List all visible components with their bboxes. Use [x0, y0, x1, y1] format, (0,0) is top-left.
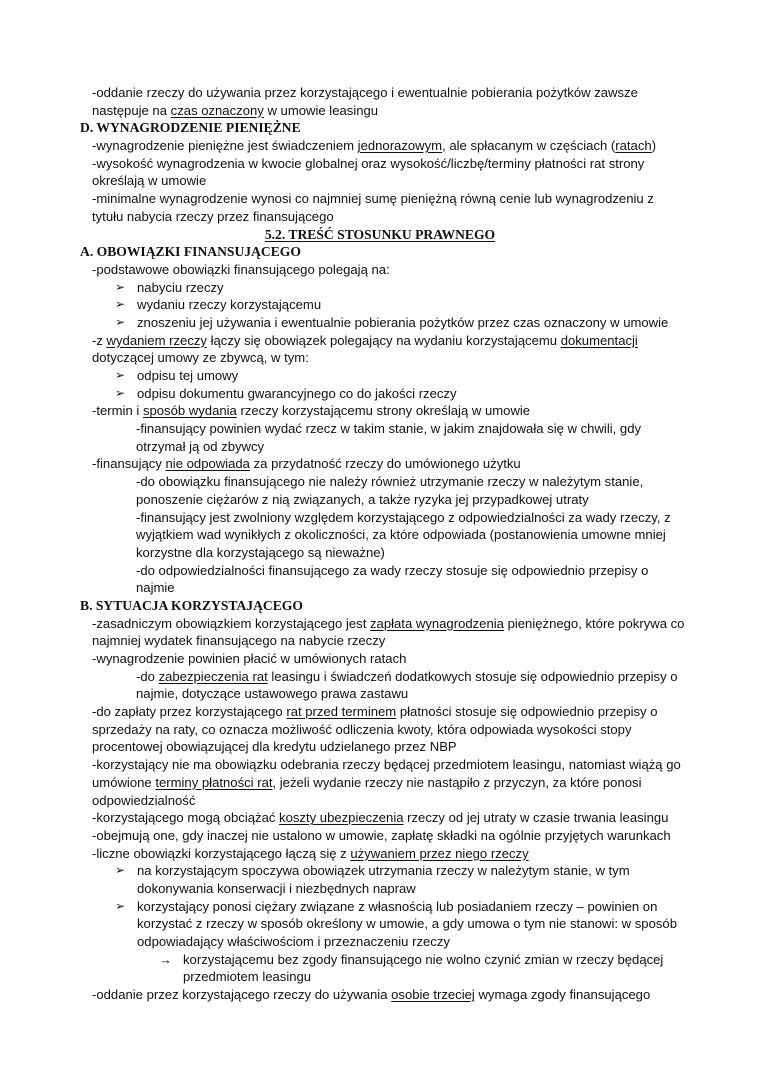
- line-text: [265, 227, 495, 242]
- text-span: tytułu nabycia rzeczy przez finansującego: [92, 208, 334, 224]
- text-span: -do: [136, 668, 159, 684]
- line-text: [183, 951, 663, 969]
- text-line: [0, 827, 760, 845]
- text-span: najmie, dotyczące ustawowego prawa zastawu: [136, 686, 409, 702]
- line-text: [92, 774, 641, 792]
- text-line: [0, 915, 760, 933]
- text-span: korzystającemu bez zgody finansującego nie wolno czynić zmian w rzeczy będącej: [183, 951, 664, 967]
- text-line: [0, 261, 760, 279]
- text-line: [0, 84, 760, 102]
- line-text: [136, 526, 666, 544]
- line-text: [92, 738, 457, 756]
- line-text: [92, 721, 632, 739]
- text-line: [0, 792, 760, 810]
- text-line: [0, 544, 760, 562]
- text-span: rzeczy korzystającemu strony określają w umowie: [236, 403, 531, 419]
- underlined-term: dokumentacji: [560, 332, 638, 348]
- text-span: procentowej obowiązującej dla kredytu udzielanego przez NBP: [92, 739, 457, 755]
- text-span: dokonywania konserwacji i niezbędnych napraw: [137, 880, 416, 896]
- line-text: [136, 562, 648, 580]
- text-span: przedmiotem leasingu: [183, 969, 312, 985]
- text-span: w umowie leasingu: [263, 102, 379, 118]
- text-line: [0, 509, 760, 527]
- text-span: leasingu i świadczeń dodatkowych stosuje się odpowiednio przepisy o: [267, 668, 678, 684]
- document-page: [0, 84, 760, 1004]
- line-text: [137, 915, 677, 933]
- text-span: rzeczy od jej utraty w czasie trwania leasingu: [403, 810, 669, 826]
- bullet-arrow-icon: ➢: [115, 279, 126, 294]
- text-span: wyjątkiem wad wynikłych z okoliczności, za które odpowiada (postanowienia umowne mniej: [136, 527, 666, 543]
- text-span: -podstawowe obowiązki finansującego polegają na:: [92, 261, 390, 277]
- text-span: -obejmują one, gdy inaczej nie ustalono w umowie, zapłatę składki na ogólnie przyjętych warunkach: [92, 827, 671, 843]
- text-span: odpowiedzialność: [92, 792, 196, 808]
- text-line: [0, 190, 760, 208]
- line-text: [80, 243, 301, 261]
- text-line: [0, 155, 760, 173]
- line-text: [136, 685, 408, 703]
- line-text: [137, 898, 657, 916]
- line-text: [92, 137, 656, 155]
- line-text: [136, 473, 643, 491]
- text-span: , ale spłacanym w częściach (: [442, 138, 616, 154]
- text-line: [0, 296, 760, 314]
- text-line: [0, 402, 760, 420]
- text-line: [0, 102, 760, 120]
- bullet-arrow-icon: ➢: [115, 368, 126, 382]
- underlined-term: używaniem przez niego rzeczy: [350, 845, 529, 861]
- text-span: sprzedaży na raty, co oznacza możliwość odliczenia kwoty, która odpowiada wysokości stopy: [92, 721, 632, 737]
- line-text: [80, 597, 303, 615]
- text-span: -do odpowiedzialności finansującego za wady rzeczy stosuje się odpowiednio przepisy o: [136, 562, 649, 578]
- underlined-term: jednorazowym: [357, 138, 443, 154]
- line-text: [92, 827, 671, 845]
- line-text: [136, 509, 671, 527]
- text-line: [0, 491, 760, 509]
- line-text: [136, 544, 385, 562]
- text-line: [0, 279, 760, 297]
- line-text: [92, 349, 309, 367]
- text-line: [0, 650, 760, 668]
- line-text: [92, 650, 406, 668]
- line-text: [92, 84, 638, 102]
- line-text: [136, 420, 641, 438]
- line-text: [136, 438, 264, 456]
- underlined-term: ratach: [615, 138, 652, 154]
- text-span: określają w umowie: [92, 173, 207, 189]
- underlined-term: koszty ubezpieczenia: [279, 810, 404, 826]
- underlined-term: zabezpieczenia rat: [158, 668, 268, 684]
- text-line: [0, 933, 760, 951]
- line-text: [136, 668, 678, 686]
- text-line: [0, 668, 760, 686]
- line-text: [92, 402, 530, 420]
- bullet-arrow-icon: ➢: [115, 385, 126, 400]
- section-heading: [0, 119, 760, 137]
- text-line: [0, 685, 760, 703]
- text-span: -wysokość wynagrodzenia w kwocie globalnej oraz wysokość/liczbę/terminy płatności rat strony: [92, 155, 645, 171]
- text-span: dotyczącej umowy ze zbywcą, w tym:: [92, 350, 309, 366]
- text-line: [0, 615, 760, 633]
- text-span: łączy się obowiązek polegający na wydaniu korzystającemu: [206, 332, 561, 348]
- underlined-term: 5.2. TREŚĆ STOSUNKU PRAWNEGO: [264, 226, 496, 242]
- line-text: [92, 615, 684, 633]
- line-text: [92, 155, 644, 173]
- text-span: B. SYTUACJA KORZYSTAJĄCEGO: [80, 597, 303, 613]
- text-span: odpisu tej umowy: [137, 368, 239, 383]
- underlined-term: rat przed terminem: [286, 704, 397, 720]
- underlined-term: osobie trzeciej: [391, 987, 475, 1003]
- text-span: -do obowiązku finansującego nie należy również utrzymanie rzeczy w należytym stanie,: [136, 474, 644, 490]
- line-text: [137, 385, 457, 403]
- line-text: [92, 756, 681, 774]
- text-span: za przydatność rzeczy do umówionego użytku: [249, 456, 521, 472]
- text-span: -korzystającego mogą obciążać: [92, 810, 280, 826]
- text-span: korzystać z rzeczy w sposób określony w umowie, a gdy umowa o tym nie stanowi: w sposób: [137, 916, 677, 932]
- text-span: -oddanie rzeczy do używania przez korzystającego i ewentualnie pobierania pożytków zawsze: [92, 85, 638, 100]
- text-span: ): [651, 138, 657, 154]
- text-line: [0, 721, 760, 739]
- text-line: [0, 898, 760, 916]
- line-text: [137, 279, 224, 297]
- line-text: [92, 102, 378, 120]
- text-line: [0, 385, 760, 403]
- underlined-term: nie odpowiada: [165, 456, 250, 472]
- text-span: na korzystającym spoczywa obowiązek utrzymania rzeczy w należytym stanie, w tym: [137, 863, 630, 879]
- line-text: [80, 119, 301, 137]
- underlined-term: terminy płatności rat: [155, 774, 273, 790]
- text-span: wymaga zgody finansującego: [474, 987, 651, 1003]
- line-text: [92, 261, 390, 279]
- line-text: [137, 862, 630, 880]
- text-span: korzystne dla korzystającego są nieważne): [136, 544, 385, 560]
- section-heading: [0, 226, 760, 244]
- bullet-arrow-icon: ➢: [115, 314, 126, 329]
- line-text: [92, 208, 334, 226]
- bullet-arrow-icon: ➢: [115, 297, 126, 312]
- underlined-term: zapłata wynagrodzenia: [370, 615, 504, 631]
- text-line: [0, 473, 760, 491]
- line-text: [137, 296, 321, 314]
- text-line: [0, 455, 760, 473]
- text-span: A. OBOWIĄZKI FINANSUJĄCEGO: [80, 244, 301, 260]
- text-line: [0, 951, 760, 969]
- text-span: , jeżeli wydanie rzeczy nie nastąpiło z przyczyn, za które ponosi: [272, 774, 642, 790]
- line-text: [92, 455, 521, 473]
- text-span: -korzystający nie ma obowiązku odebrania rzeczy będącej przedmiotem leasingu, natomiast wiążą go: [92, 757, 681, 773]
- text-span: najmie: [136, 580, 175, 596]
- text-line: [0, 809, 760, 827]
- line-text: [92, 986, 650, 1004]
- line-text: [183, 968, 311, 986]
- text-span: płatności stosuje się odpowiednio przepisy o: [396, 704, 658, 720]
- underlined-term: czas oznaczony: [170, 102, 264, 118]
- text-line: [0, 862, 760, 880]
- text-line: [0, 314, 760, 332]
- text-line: [0, 332, 760, 350]
- text-span: -wynagrodzenie powinien płacić w umówionych ratach: [92, 651, 407, 666]
- text-line: [0, 738, 760, 756]
- text-span: -wynagrodzenie pieniężne jest świadczeniem: [92, 138, 358, 154]
- text-line: [0, 756, 760, 774]
- text-line: [0, 172, 760, 190]
- text-span: odpisu dokumentu gwarancyjnego co do jakości rzeczy: [137, 385, 457, 401]
- line-text: [92, 172, 206, 190]
- text-span: odpowiadający właściwościom i przeznaczeniu rzeczy: [137, 934, 450, 949]
- text-line: [0, 579, 760, 597]
- line-text: [137, 880, 416, 898]
- text-span: -oddanie przez korzystającego rzeczy do używania: [92, 987, 392, 1003]
- underlined-term: sposób wydania: [142, 403, 237, 419]
- text-line: [0, 880, 760, 898]
- text-span: -liczne obowiązki korzystającego łączą się z: [92, 845, 351, 861]
- text-line: [0, 774, 760, 792]
- line-text: [92, 845, 529, 863]
- line-text: [92, 332, 638, 350]
- text-line: [0, 986, 760, 1004]
- text-line: [0, 137, 760, 155]
- right-arrow-icon: →: [159, 951, 172, 967]
- line-text: [137, 367, 238, 385]
- text-span: ponoszenie ciężarów z nią związanych, a także ryzyka jej przypadkowej utraty: [136, 491, 589, 507]
- text-span: D. WYNAGRODZENIE PIENIĘŻNE: [80, 120, 301, 136]
- line-text: [136, 579, 175, 597]
- line-text: [137, 314, 668, 332]
- text-span: otrzymał ją od zbywcy: [136, 438, 265, 454]
- line-text: [92, 190, 654, 208]
- line-text: [137, 933, 450, 951]
- text-line: [0, 703, 760, 721]
- bullet-arrow-icon: ➢: [115, 898, 126, 913]
- text-line: [0, 845, 760, 863]
- text-line: [0, 438, 760, 456]
- text-span: -termin i: [92, 403, 143, 419]
- line-text: [136, 491, 589, 509]
- text-span: pieniężnego, które pokrywa co: [503, 615, 685, 631]
- section-heading: [0, 597, 760, 615]
- text-span: umówione: [92, 774, 156, 790]
- text-line: [0, 632, 760, 650]
- text-span: znoszeniu jej używania i ewentualnie pobierania pożytków przez czas oznaczony w umowie: [137, 314, 669, 330]
- text-line: [0, 562, 760, 580]
- text-span: -z: [92, 332, 107, 348]
- text-span: -finansujący powinien wydać rzecz w takim stanie, w jakim znajdowała się w chwili, gdy: [136, 421, 642, 437]
- text-line: [0, 349, 760, 367]
- text-span: -do zapłaty przez korzystającego: [92, 704, 287, 720]
- text-span: -minimalne wynagrodzenie wynosi co najmniej sumę pieniężną równą cenie lub wynagrodzeniu z: [92, 191, 654, 207]
- text-span: nabyciu rzeczy: [137, 279, 224, 295]
- text-line: [0, 420, 760, 438]
- text-span: -finansujący: [92, 456, 166, 472]
- text-line: [0, 526, 760, 544]
- text-line: [0, 208, 760, 226]
- line-text: [92, 792, 195, 810]
- text-line: [0, 367, 760, 385]
- line-text: [92, 632, 385, 650]
- section-heading: [0, 243, 760, 261]
- line-text: [92, 809, 668, 827]
- text-span: -zasadniczym obowiązkiem korzystającego jest: [92, 615, 370, 631]
- text-span: najmniej wydatek finansującego na nabycie rzeczy: [92, 633, 386, 649]
- bullet-arrow-icon: ➢: [115, 863, 126, 878]
- text-span: -finansujący jest zwolniony względem korzystającego z odpowiedzialności za wady rzeczy, z: [136, 509, 671, 525]
- text-span: korzystający ponosi ciężary związane z własnością lub posiadaniem rzeczy – powinien on: [137, 898, 658, 914]
- text-line: [0, 968, 760, 986]
- underlined-term: wydaniem rzeczy: [106, 332, 207, 348]
- text-span: wydaniu rzeczy korzystającemu: [137, 297, 322, 313]
- line-text: [92, 703, 658, 721]
- text-span: następuje na: [92, 102, 171, 118]
